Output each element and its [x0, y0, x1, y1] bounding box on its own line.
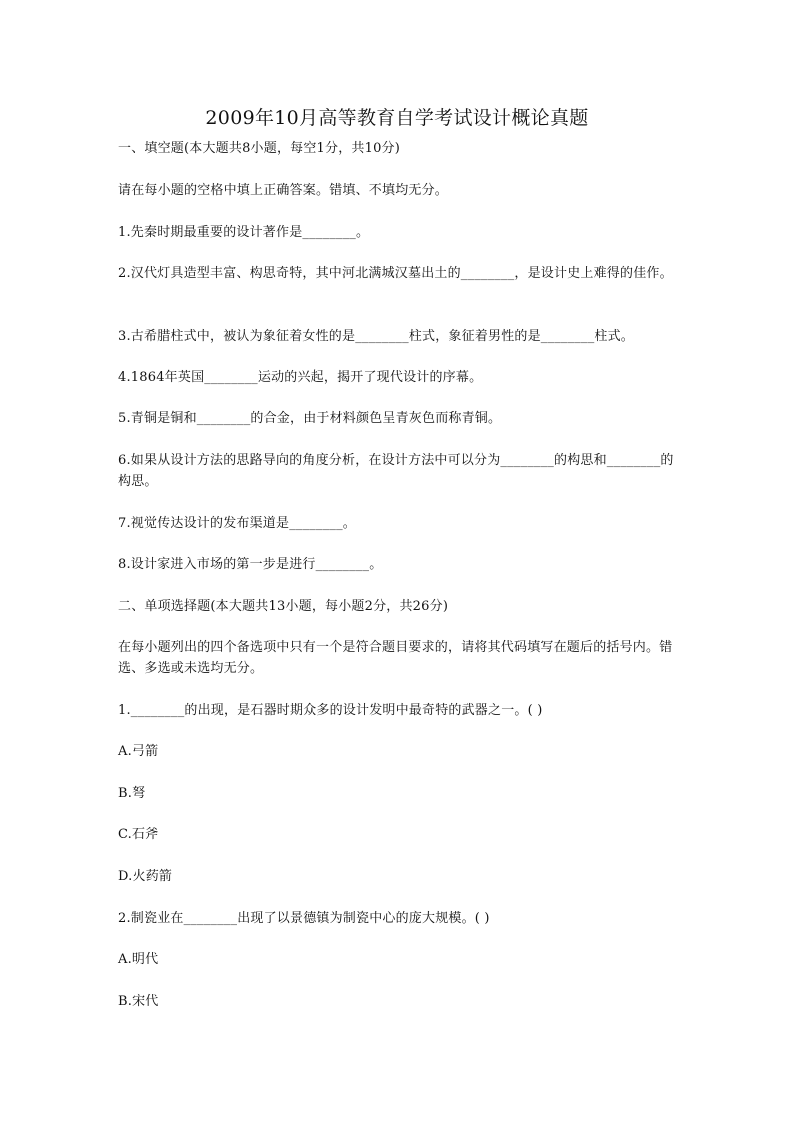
question-item: 7.视觉传达设计的发布渠道是________。 — [118, 516, 357, 531]
question-item: 2.汉代灯具造型丰富、构思奇特，其中河北满城汉墓出土的________，是设计史上难得的佳作。 — [118, 266, 673, 281]
question-item: 1.先秦时期最重要的设计著作是________。 — [118, 225, 370, 240]
answer-option: D.火药箭 — [118, 869, 173, 884]
question-item: 8.设计家进入市场的第一步是进行________。 — [118, 557, 383, 572]
answer-option: B.宋代 — [118, 994, 159, 1009]
section-heading-single-choice: 二、单项选择题(本大题共13小题，每小题2分，共26分) — [118, 599, 449, 614]
answer-option: A.明代 — [118, 952, 159, 967]
section-heading-fill-in: 一、填空题(本大题共8小题，每空1分，共10分) — [118, 141, 401, 156]
answer-option: B.弩 — [118, 786, 146, 801]
question-item: 5.青铜是铜和________的合金，由于材料颜色呈青灰色而称青铜。 — [118, 411, 502, 426]
question-item: 4.1864年英国________运动的兴起，揭开了现代设计的序幕。 — [118, 370, 483, 385]
question-item: 2.制瓷业在________出现了以景德镇为制瓷中心的庞大规模。( ) — [118, 911, 490, 926]
document-title: 2009年10月高等教育自学考试设计概论真题 — [205, 107, 589, 129]
section-instructions: 请在每小题的空格中填上正确答案。错填、不填均无分。 — [118, 183, 449, 198]
answer-option: C.石斧 — [118, 827, 159, 842]
question-item: 1.________的出现，是石器时期众多的设计发明中最奇特的武器之一。( ) — [118, 703, 543, 718]
question-item: 3.古希腊柱式中，被认为象征着女性的是________柱式，象征着男性的是________柱式。 — [118, 329, 635, 344]
section-instructions: 在每小题列出的四个备选项中只有一个是符合题目要求的，请将其代码填写在题后的括号内。错选、多选或未选均无分。 — [118, 640, 673, 676]
question-item: 6.如果从设计方法的思路导向的角度分析，在设计方法中可以分为________的构思和________的构思。 — [118, 453, 674, 489]
answer-option: A.弓箭 — [118, 744, 159, 759]
